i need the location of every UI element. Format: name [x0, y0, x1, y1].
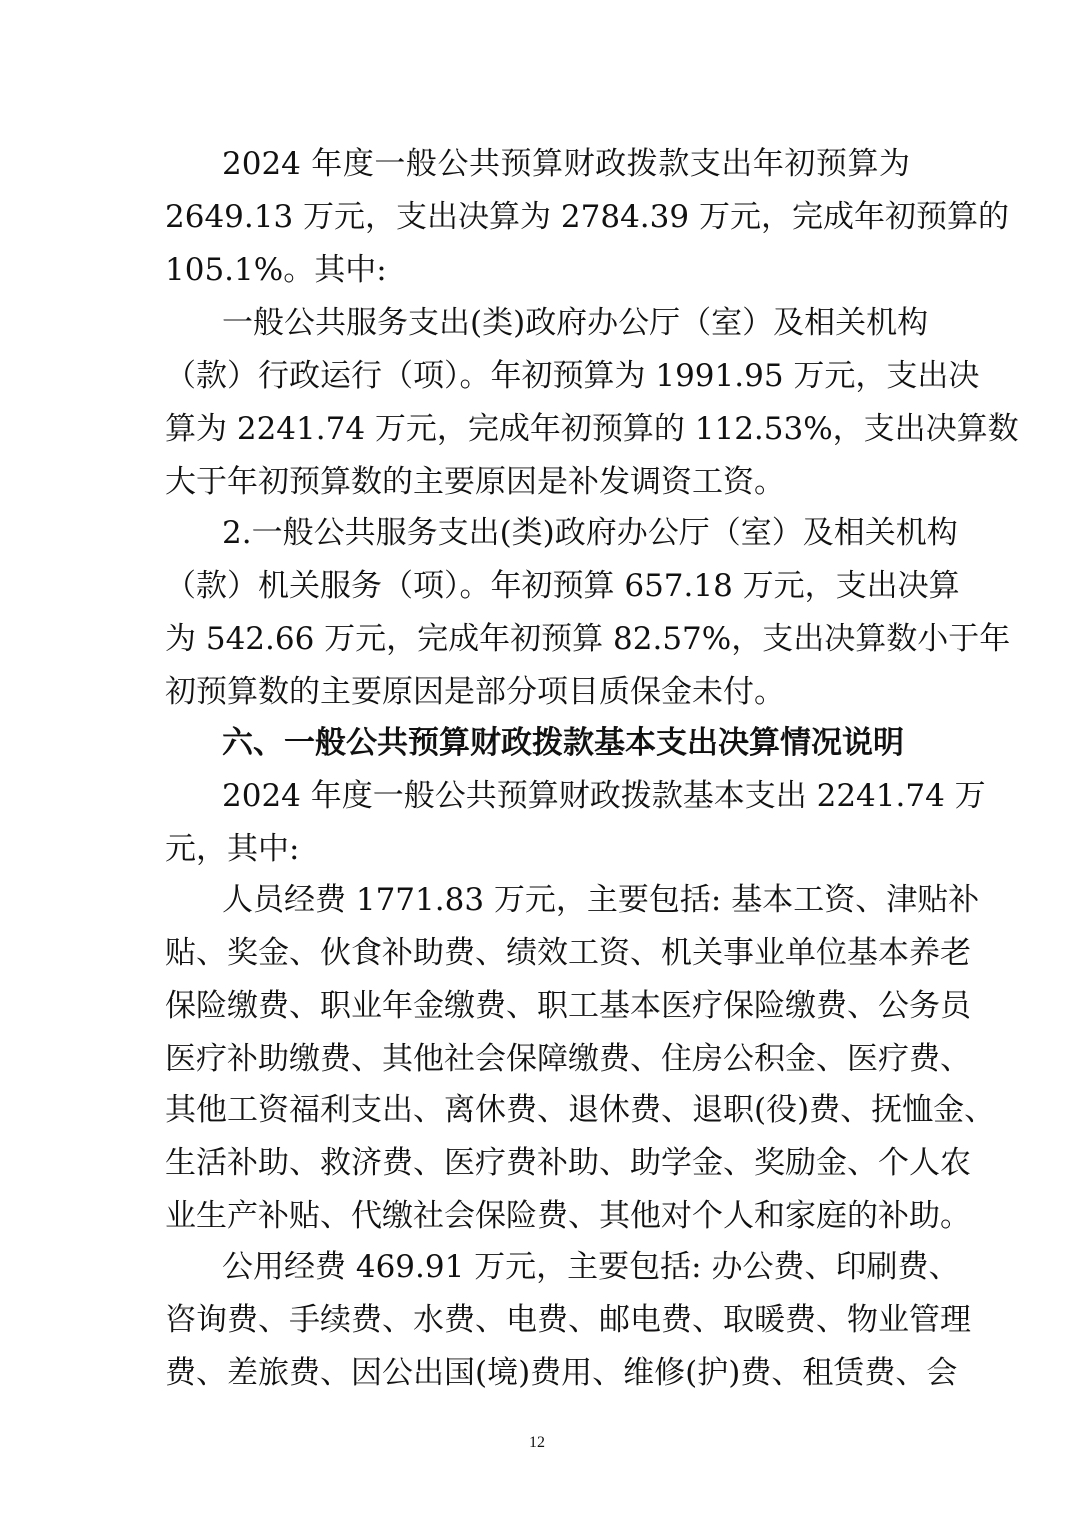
paragraph-line: 生活补助、救济费、医疗费补助、助学金、奖励金、个人农 — [165, 1145, 971, 1181]
paragraph-line: （款）行政运行（项）。年初预算为 1991.95 万元，支出决 — [165, 358, 980, 394]
paragraph-line: 其他工资福利支出、离休费、退休费、退职(役)费、抚恤金、 — [165, 1092, 996, 1128]
paragraph-line: 人员经费 1771.83 万元，主要包括: 基本工资、津贴补 — [222, 882, 980, 918]
paragraph-line: 一般公共服务支出(类)政府办公厅（室）及相关机构 — [222, 305, 929, 341]
section-heading: 六、一般公共预算财政拨款基本支出决算情况说明 — [222, 725, 904, 761]
paragraph-line: 为 542.66 万元，完成年初预算 82.57%，支出决算数小于年 — [165, 621, 1011, 657]
paragraph-line: 2024 年度一般公共预算财政拨款基本支出 2241.74 万 — [222, 778, 986, 814]
paragraph-line: 2024 年度一般公共预算财政拨款支出年初预算为 — [222, 146, 910, 182]
paragraph-line: 105.1%。其中: — [165, 252, 387, 288]
paragraph-line: 2649.13 万元，支出决算为 2784.39 万元，完成年初预算的 — [165, 199, 1009, 235]
paragraph-line: 元，其中: — [165, 831, 300, 867]
paragraph-line: 2.一般公共服务支出(类)政府办公厅（室）及相关机构 — [222, 515, 958, 551]
paragraph-line: 贴、奖金、伙食补助费、绩效工资、机关事业单位基本养老 — [165, 935, 971, 971]
paragraph-line: 大于年初预算数的主要原因是补发调资工资。 — [165, 464, 785, 500]
paragraph-line: 医疗补助缴费、其他社会保障缴费、住房公积金、医疗费、 — [165, 1041, 971, 1077]
paragraph-line: 费、差旅费、因公出国(境)费用、维修(护)费、租赁费、会 — [165, 1355, 958, 1391]
paragraph-line: 初预算数的主要原因是部分项目质保金未付。 — [165, 674, 785, 710]
paragraph-line: （款）机关服务（项）。年初预算 657.18 万元，支出决算 — [165, 568, 960, 604]
paragraph-line: 咨询费、手续费、水费、电费、邮电费、取暖费、物业管理 — [165, 1302, 971, 1338]
paragraph-line: 算为 2241.74 万元，完成年初预算的 112.53%，支出决算数 — [165, 411, 1019, 447]
paragraph-line: 公用经费 469.91 万元，主要包括: 办公费、印刷费、 — [222, 1249, 960, 1285]
paragraph-line: 保险缴费、职业年金缴费、职工基本医疗保险缴费、公务员 — [165, 988, 971, 1024]
page-number: 12 — [529, 1434, 545, 1451]
paragraph-line: 业生产补贴、代缴社会保险费、其他对个人和家庭的补助。 — [165, 1198, 971, 1234]
